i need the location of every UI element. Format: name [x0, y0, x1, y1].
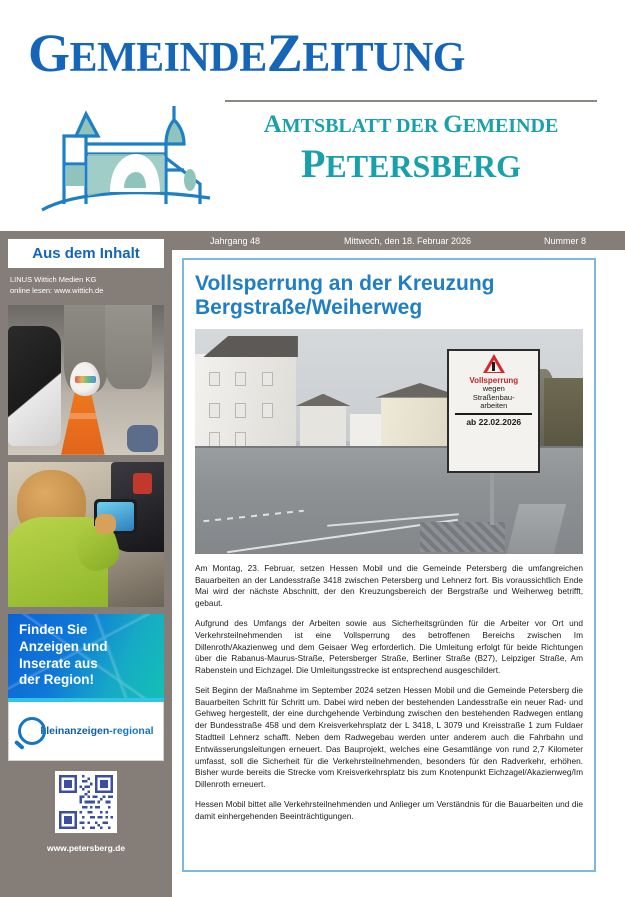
article-headline: [195, 272, 583, 320]
curb-shape: [507, 504, 566, 554]
title-text-emeinde: EMEINDE: [69, 35, 267, 81]
qr-code[interactable]: [55, 771, 117, 833]
easter-egg-shape: [70, 362, 100, 397]
ad-text: [8, 614, 164, 690]
issue-date: Mittwoch, den 18. Februar 2026: [343, 235, 472, 246]
publisher-online-link[interactable]: online lesen: www.wittich.de: [10, 285, 104, 295]
ad-logo-text: [40, 725, 153, 737]
ad-line-2: Anzeigen und: [19, 638, 108, 654]
shoe-right-shape: [127, 425, 158, 452]
ad-line-3: Inserate aus: [19, 655, 98, 671]
sign-post: [490, 473, 494, 525]
ad-logo-area[interactable]: [8, 702, 164, 761]
contents-title: Aus dem Inhalt: [32, 245, 140, 262]
classifieds-ad[interactable]: [8, 614, 164, 761]
contents-header[interactable]: [8, 239, 164, 268]
sign-gravel-base: [420, 522, 505, 551]
issue-number: Nummer 8: [543, 235, 586, 246]
left-sidebar: [0, 231, 172, 897]
warning-triangle-icon: [483, 354, 505, 373]
sub2-cap-p: P: [300, 141, 326, 187]
lead-article: [182, 258, 596, 872]
ad-line-4: der Region!: [19, 672, 95, 688]
sign-date: ab 22.02.2026: [466, 416, 522, 427]
masthead-subtitle-line1: [225, 112, 597, 138]
masthead-subtitle-block: [225, 100, 597, 186]
magnifier-icon: [18, 717, 46, 745]
article-photo-street-with-closure-sign: [195, 329, 583, 554]
qr-block[interactable]: [0, 761, 172, 853]
sign-warning-text: Vollsperrung: [469, 376, 519, 386]
sign-line-2: wegen: [482, 384, 505, 394]
issue-info-bar: [160, 231, 625, 250]
ad-line-1: Finden Sie: [19, 621, 88, 637]
headline-line-1: Vollsperrung an der Kreuzung: [195, 272, 495, 295]
sub1-cap-g: G: [443, 111, 463, 138]
publisher-info: [0, 268, 172, 305]
ad-logo-text-suffix: -regional: [109, 724, 154, 737]
publisher-name: LINUS Wittich Medien KG: [10, 275, 97, 284]
sign-line-3: Straßenbau-: [472, 392, 515, 402]
article-paragraph: Hessen Mobil bittet alle Verkehrsteilnehmenden und Anlieger um Verständnis für die Bauarbeiten und die damit einhergehenden Beeinträchtigungen.: [195, 798, 583, 821]
sub1-text: MTSBLATT DER: [281, 115, 444, 137]
shoe-shape: [8, 326, 61, 446]
sub1-text2: EMEINDE: [462, 115, 559, 137]
sidebar-photo-boy-with-device: [8, 462, 164, 607]
headline-line-2: Bergstraße/Weiherweg: [195, 295, 423, 319]
issue-volume: Jahrgang 48: [209, 235, 261, 246]
ad-logo-text-main: kleinanzeigen: [40, 724, 110, 737]
title-cap-z: Z: [266, 23, 303, 83]
red-object-shape: [133, 473, 152, 493]
hand-shape: [95, 514, 115, 534]
article-body: [195, 563, 583, 823]
leg-right-shape: [105, 305, 152, 389]
sidebar-photo-easter-egg-on-cone: [8, 305, 164, 455]
masthead-municipality-name: [225, 142, 597, 186]
article-paragraph: Am Montag, 23. Februar, setzen Hessen Mobil und die Gemeinde Petersberg die umfangreichen Bauarbeiten an der Landesstraße 3418 zwischen Petersberg und Lehnerz fort. Bis voraussichtlich Ende Mai wird der nächste Abschnitt, der den Kreuzungsbereich der Bergstraße und Weiherweg betrifft, gebaut.: [195, 562, 583, 609]
sub1-cap-a: A: [263, 111, 282, 138]
masthead: [0, 0, 625, 232]
sub2-text: ETERSBERG: [325, 148, 522, 185]
masthead-divider: [225, 100, 597, 102]
petersberg-church-logo: [24, 92, 219, 220]
ad-banner[interactable]: [8, 614, 164, 698]
title-text-eitung: EITUNG: [302, 35, 465, 81]
article-paragraph: Seit Beginn der Maßnahme im September 2024 setzen Hessen Mobil und die Gemeinde Petersberg die Bauarbeiten Schritt für Schritt um. Dabei wird neben der bestehenden Landesstraße ein neuer Rad- und Gehweg hergestellt, der eine durchgehende Verbindung zwischen den bestehenden Radwegen entlang der Bundesstraße 458 und dem Kreisverkehrsplatz der L 3418, L 3079 und Kreisstraße 1 zum Fuldaer Stadtteil Lehnerz schafft. Neben dem Radwegebau werden unter anderem auch die Fahrbahn und Entwässerungsleitungen erneuert. Das Bauprojekt, welches eine Gesamtlänge von rund 2,7 Kilometer umfasst, soll die Sicherheit für die Verkehrsteilnehmenden, besonders für den Radverkehr, erhöhen. Bisher wurde bereits die Strecke vom Kreisverkehrsplatz bis zum Knotenpunkt Eichzagel/Akazienweg/Im Dillenroth erneuert.: [195, 684, 583, 790]
sign-divider: [455, 413, 532, 415]
road-marking-dashed: [203, 510, 304, 523]
house-small-1-shape: [300, 405, 347, 450]
title-cap-g: G: [28, 23, 70, 83]
road-closure-sign: [447, 349, 540, 473]
sign-line-4: arbeiten: [480, 400, 508, 410]
article-paragraph: Aufgrund des Umfangs der Arbeiten sowie aus Sicherheitsgründen für die Arbeiter vor Ort und Verkehrsteilnehmenden ist eine Vollsperrung des betroffenen Bereichs zwischen Im Dillenroth/Akazienweg und dem Geisaer Weg erforderlich. Die Umleitung erfolgt für beide Richtungen über die Rabanus-Maurus-Straße, Petersberger Straße, Berliner Straße (B27), Leipziger Straße, Am Rabenstein und Eichzagel. Die Umleitungsstrecke ist entsprechend ausgeschildert.: [195, 618, 583, 676]
website-url[interactable]: www.petersberg.de: [46, 842, 126, 853]
newspaper-title: [28, 23, 465, 83]
